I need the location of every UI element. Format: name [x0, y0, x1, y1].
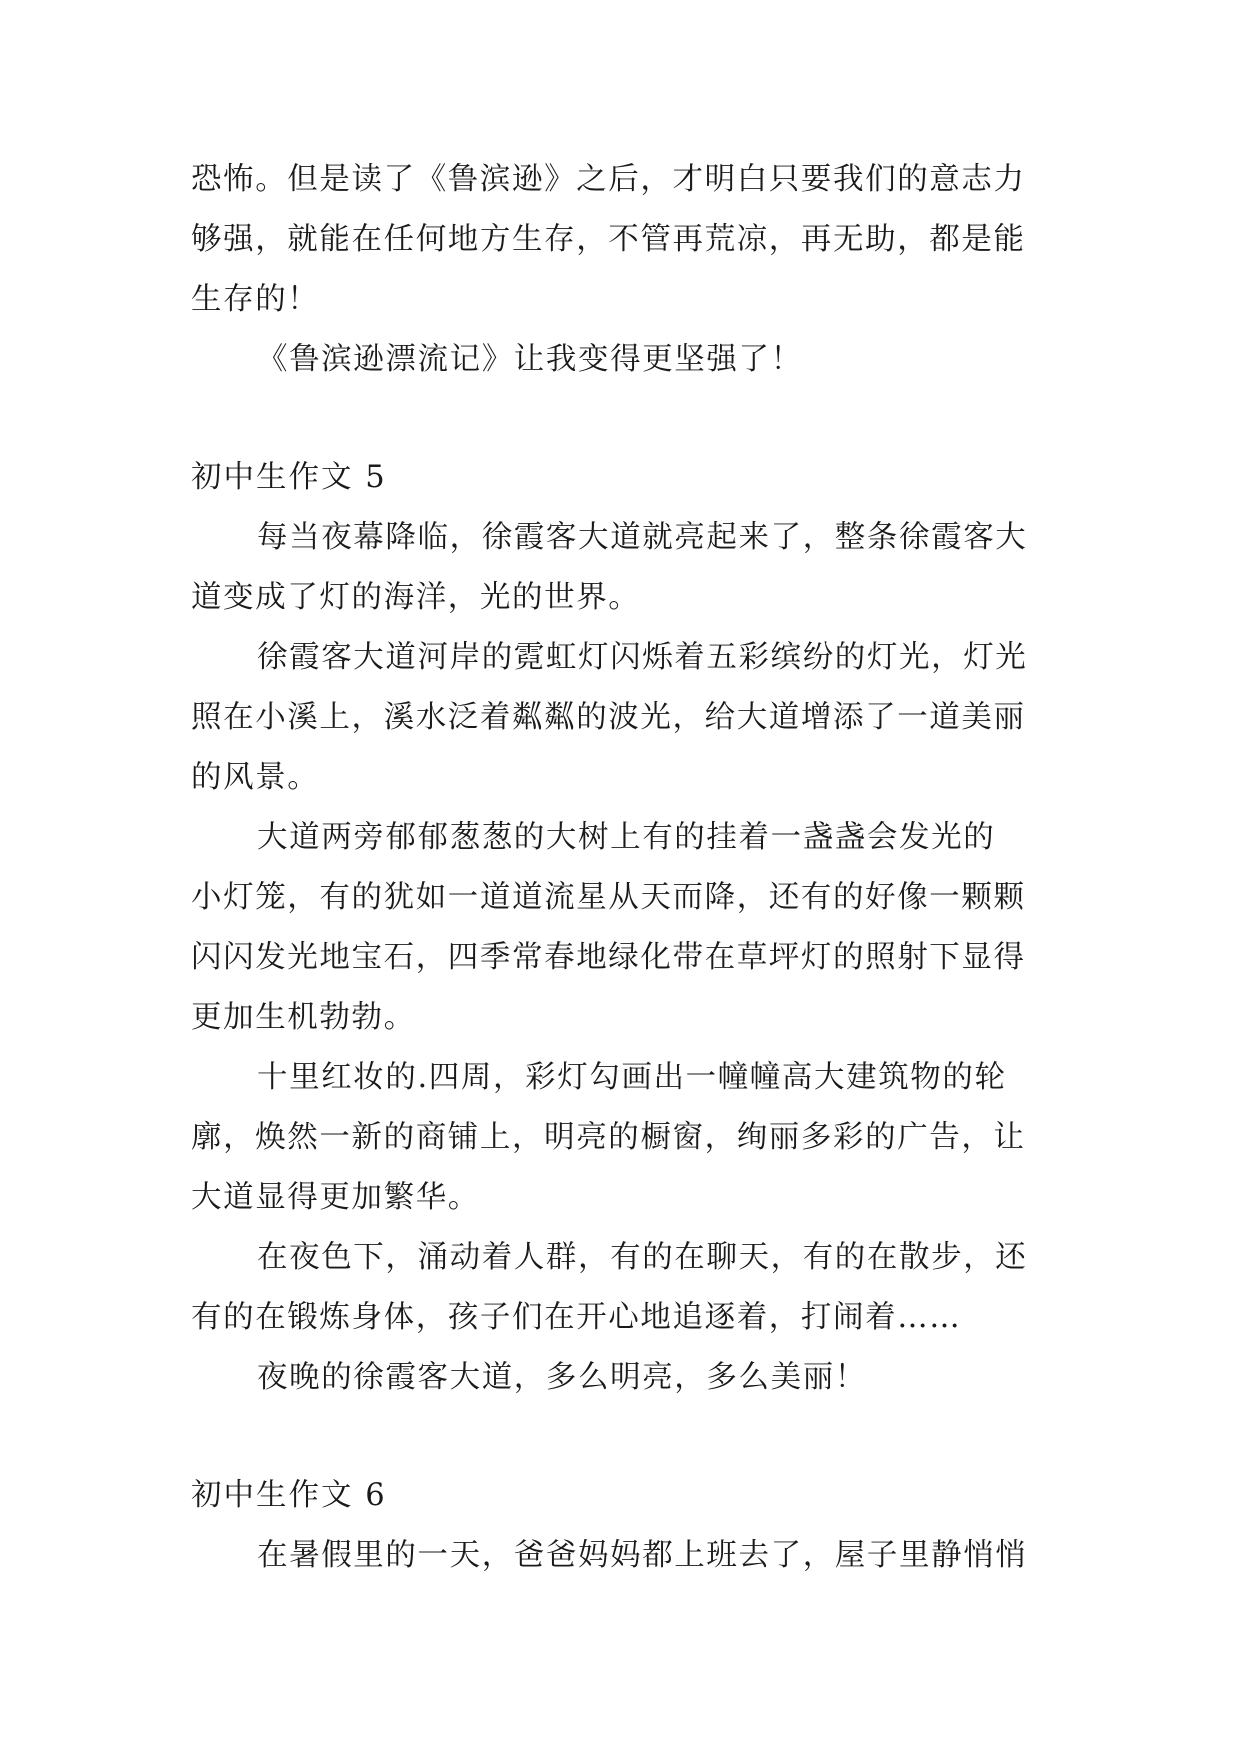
section-gap	[191, 1408, 1051, 1466]
essay-6-title: 初中生作文 6	[191, 1478, 387, 1513]
text-line: 在暑假里的一天，爸爸妈妈都上班去了，屋子里静悄悄	[257, 1538, 1028, 1573]
essay-5-title: 初中生作文 5	[191, 460, 387, 495]
text-line: 大道显得更加繁华。	[191, 1180, 480, 1215]
paragraph: 夜晚的徐霞客大道，多么明亮，多么美丽！	[257, 1360, 867, 1395]
text-line: 道变成了灯的海洋，光的世界。	[191, 580, 641, 615]
text-line: 够强，就能在任何地方生存，不管再荒凉，再无助，都是能	[191, 222, 1026, 257]
section-gap	[191, 390, 1051, 448]
text-line: 更加生机勃勃。	[191, 1000, 416, 1035]
text-line: 有的在锻炼身体，孩子们在开心地追逐着，打闹着……	[191, 1300, 962, 1335]
text-line: 徐霞客大道河岸的霓虹灯闪烁着五彩缤纷的灯光，灯光	[257, 640, 1028, 675]
text-line: 大道两旁郁郁葱葱的大树上有的挂着一盏盏会发光的	[257, 820, 996, 855]
text-line: 每当夜幕降临，徐霞客大道就亮起来了，整条徐霞客大	[257, 520, 1028, 555]
text-line: 廓，焕然一新的商铺上，明亮的橱窗，绚丽多彩的广告，让	[191, 1120, 1026, 1155]
text-line: 照在小溪上，溪水泛着粼粼的波光，给大道增添了一道美丽	[191, 700, 1026, 735]
text-line: 在夜色下，涌动着人群，有的在聊天，有的在散步，还	[257, 1240, 1028, 1275]
text-line: 小灯笼，有的犹如一道道流星从天而降，还有的好像一颗颗	[191, 880, 1026, 915]
text-line: 恐怖。但是读了《鲁滨逊》之后，才明白只要我们的意志力	[191, 162, 1026, 197]
text-line: 十里红妆的.四周，彩灯勾画出一幢幢高大建筑物的轮	[257, 1060, 1007, 1095]
text-line: 的风景。	[191, 760, 320, 795]
paragraph: 《鲁滨逊漂流记》让我变得更坚强了！	[257, 342, 803, 377]
document-page	[191, 150, 1051, 1586]
text-line: 生存的！	[191, 282, 320, 317]
text-line: 闪闪发光地宝石，四季常春地绿化带在草坪灯的照射下显得	[191, 940, 1026, 975]
